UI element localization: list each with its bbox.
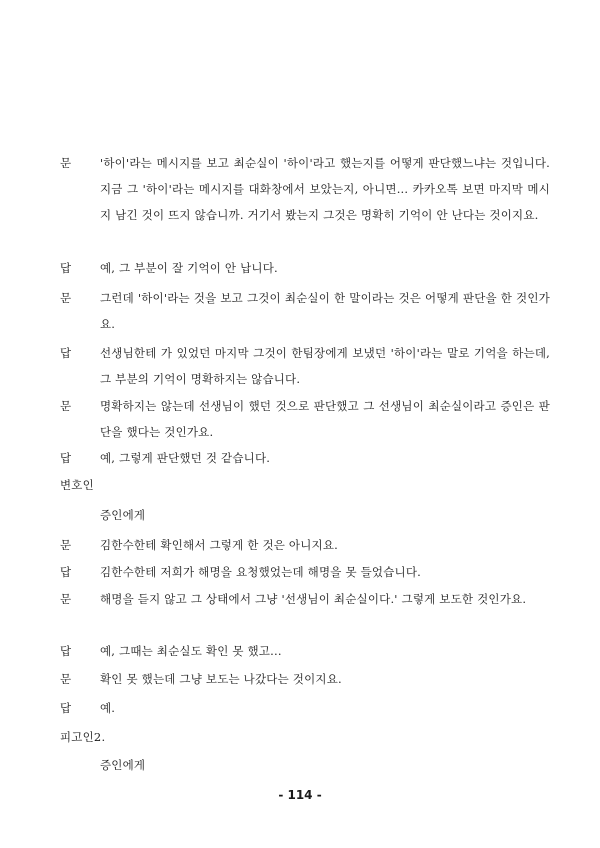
question-text: 확인 못 했는데 그냥 보도는 나갔다는 것이지요.	[100, 672, 342, 686]
answer-marker: 답	[60, 644, 72, 658]
answer-block	[60, 638, 550, 664]
answer-marker: 답	[60, 451, 72, 465]
question-marker: 문	[60, 399, 72, 413]
answer-text: 예.	[100, 701, 116, 715]
answer-block	[60, 340, 550, 392]
answer-marker: 답	[60, 346, 72, 360]
answer-block	[60, 255, 550, 281]
question-text: 김한수한테 확인해서 그렇게 한 것은 아니지요.	[100, 538, 339, 552]
question-text: 명확하지는 않는데 선생님이 했던 것으로 판단했고 그 선생님이 최순실이라고 증인은 판단을 했다는 것인가요.	[100, 399, 550, 439]
answer-marker: 답	[60, 261, 72, 275]
question-block	[60, 393, 550, 445]
question-block	[60, 285, 550, 337]
question-marker: 문	[60, 592, 72, 606]
speaker-defendant2: 피고인2.	[60, 730, 106, 744]
question-block	[60, 532, 550, 558]
question-marker: 문	[60, 672, 72, 686]
answer-marker: 답	[60, 565, 72, 579]
answer-text: 예, 그 부분이 잘 기억이 안 납니다.	[100, 261, 278, 275]
answer-block	[60, 559, 550, 585]
question-block	[60, 666, 550, 692]
question-block	[60, 150, 550, 228]
answer-text: 선생님한테 가 있었던 마지막 그것이 한팀장에게 보냈던 '하이'라는 말로 기억을 하는데, 그 부분의 기억이 명확하지는 않습니다.	[100, 346, 550, 386]
speaker-lawyer-to-witness: 증인에게	[100, 508, 146, 522]
question-text: 해명을 듣지 않고 그 상태에서 그냥 '선생님이 최순실이다.' 그렇게 보도한 것인가요.	[100, 592, 527, 606]
question-text: '하이'라는 메시지를 보고 최순실이 '하이'라고 했는지를 어떻게 판단했느냐는 것입니다. 지금 그 '하이'라는 메시지를 대화창에서 보았는지, 아니면... 카카오톡 보면 마지막 메시지 남긴 것이 뜨지 않습니까. 거기서 봤는지 그것은 명확히 기억이 안 난다는 것이지요.	[100, 156, 550, 222]
page-number: - 114 -	[278, 788, 322, 802]
answer-block	[60, 695, 550, 721]
answer-text: 김한수한테 저희가 해명을 요청했었는데 해명을 못 들었습니다.	[100, 565, 422, 579]
answer-text: 예, 그때는 최순실도 확인 못 했고...	[100, 644, 282, 658]
question-text: 그런데 '하이'라는 것을 보고 그것이 최순실이 한 말이라는 것은 어떻게 판단을 한 것인가요.	[100, 291, 550, 331]
answer-text: 예, 그렇게 판단했던 것 같습니다.	[100, 451, 271, 465]
question-marker: 문	[60, 291, 72, 305]
answer-marker: 답	[60, 701, 72, 715]
question-block	[60, 586, 550, 612]
question-marker: 문	[60, 538, 72, 552]
speaker-defendant2-to-witness: 증인에게	[100, 758, 146, 772]
answer-block	[60, 445, 550, 471]
question-marker: 문	[60, 156, 72, 170]
speaker-lawyer: 변호인	[60, 478, 94, 492]
